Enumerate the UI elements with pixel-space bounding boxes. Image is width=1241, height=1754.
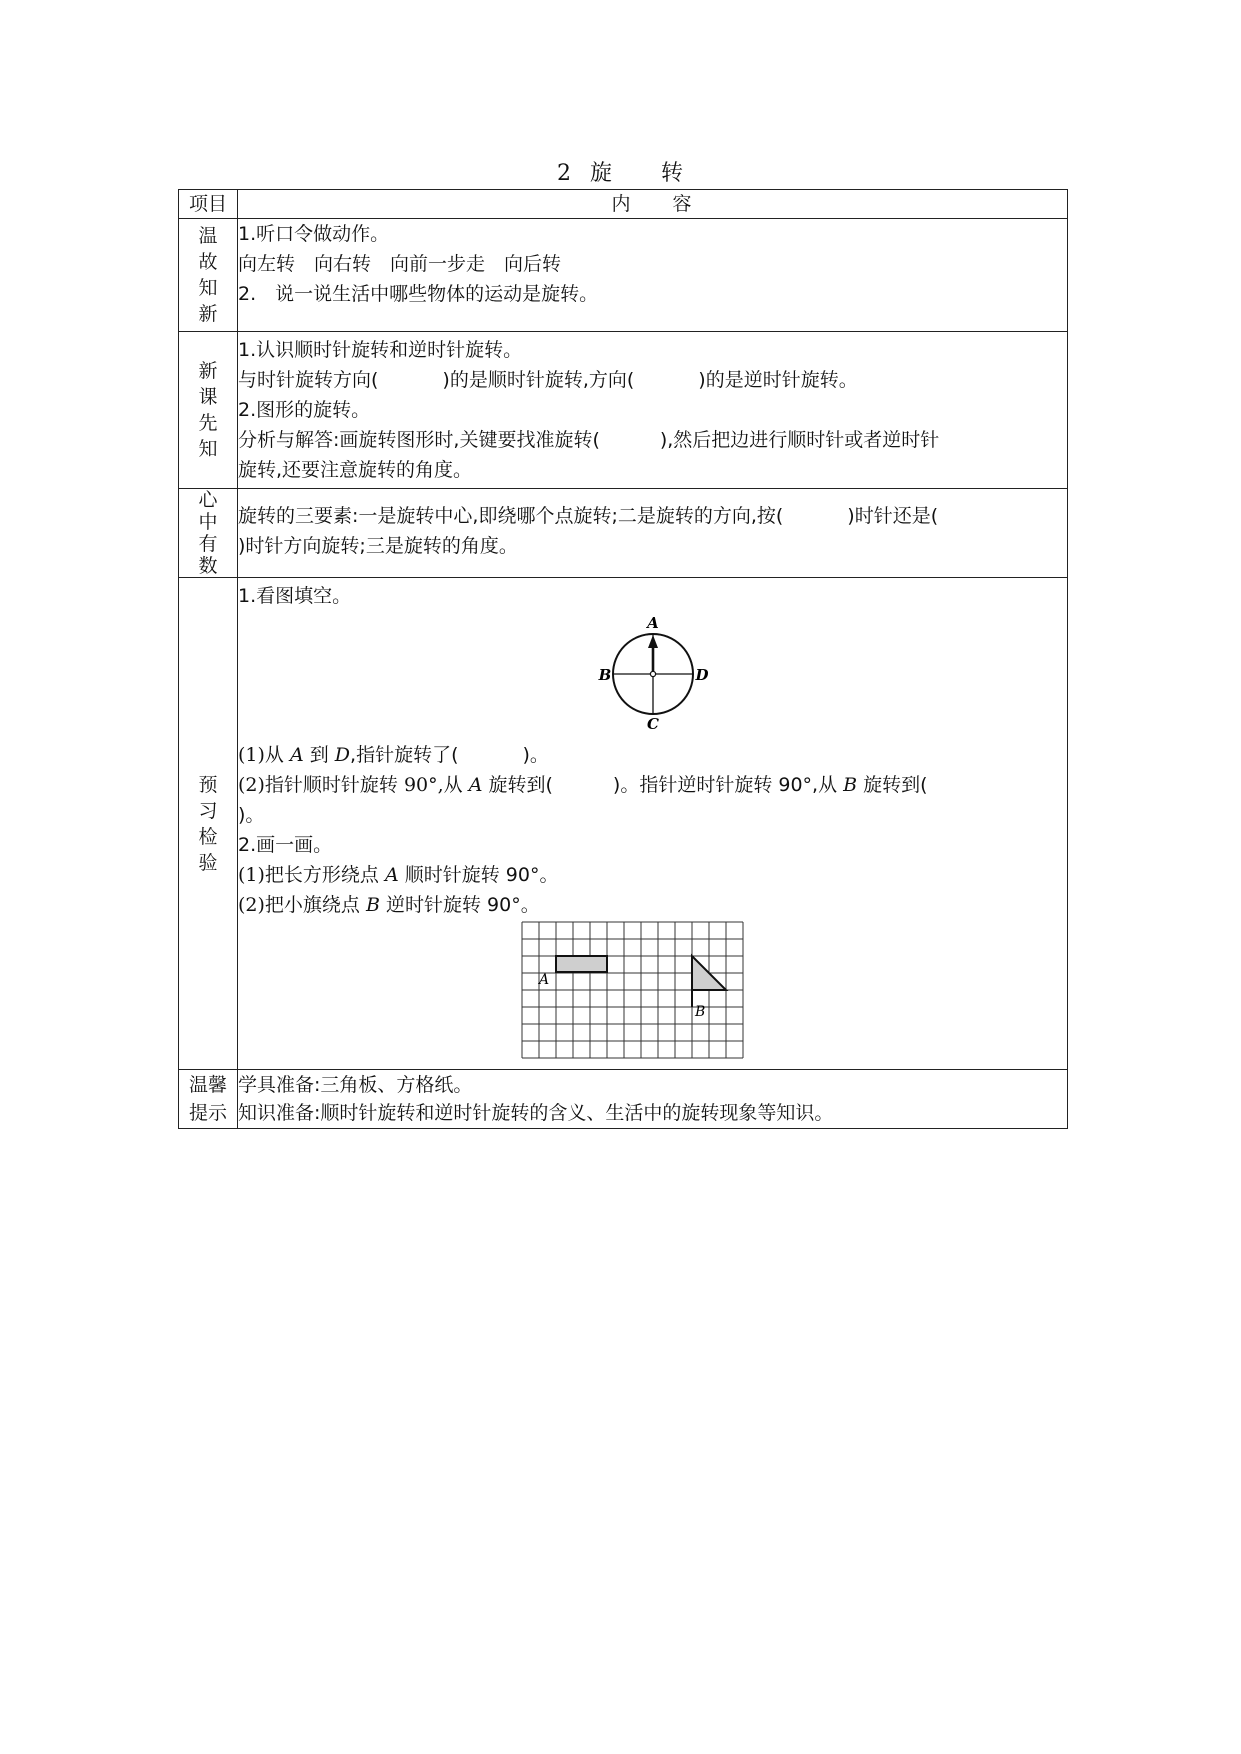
clock-hand-arrow-icon: [648, 635, 658, 648]
label-char: 新: [198, 303, 218, 325]
row-newlesson: [179, 332, 1068, 489]
content-mind: [238, 489, 1068, 578]
text: 逆时针旋转 90°。: [379, 894, 540, 916]
text: (2)指针顺时针旋转 90°,从: [238, 774, 469, 796]
text: )。: [522, 744, 549, 766]
preview-sub-2: [238, 770, 1067, 800]
lesson-table: [178, 189, 1068, 1129]
label-char: 检: [198, 825, 218, 848]
newlesson-line-3: 2.图形的旋转。: [238, 399, 371, 421]
review-line-1: 1.听口令做动作。: [238, 223, 390, 245]
label-char: 故: [198, 251, 218, 273]
label-char: 习: [198, 799, 218, 822]
mind-line-1: [238, 501, 1067, 531]
text: 与时针旋转方向(: [238, 369, 379, 391]
row-mind: [179, 489, 1068, 578]
label-char: 新: [198, 360, 218, 382]
label-tips: [179, 1070, 238, 1129]
point-label: A: [289, 744, 304, 766]
label-char: 验: [198, 851, 218, 874]
clock-center: [650, 671, 655, 676]
review-line-2: 向左转 向右转 向前一步走 向后转: [238, 253, 562, 275]
label-char: 课: [198, 386, 218, 408]
preview-draw-1: [238, 860, 1067, 890]
point-label: A: [384, 864, 399, 886]
table-header-row: [179, 190, 1068, 219]
text: (1)把长方形绕点: [238, 864, 385, 886]
newlesson-line-5: 旋转,还要注意旋转的角度。: [238, 459, 473, 481]
preview-sub-2-cont: )。: [238, 804, 265, 826]
clock-label-c: C: [646, 715, 659, 731]
tips-line-1: 学具准备:三角板、方格纸。: [238, 1074, 473, 1096]
clock-label-d: D: [694, 666, 709, 684]
rectangle-shape: [556, 956, 607, 972]
newlesson-line-2: [238, 365, 1067, 395]
clock-label-b: B: [598, 666, 611, 684]
content-tips: [238, 1070, 1068, 1129]
text: 旋转到(: [482, 774, 553, 796]
label-char: 温: [198, 225, 218, 247]
point-label: B: [843, 774, 858, 796]
title-char-2: 转: [661, 161, 685, 186]
grid-figure-wrap: [198, 920, 1067, 1069]
clock-figure: [583, 611, 723, 731]
point-label: D: [334, 744, 351, 766]
text: 旋转到(: [857, 774, 928, 796]
text: )的是顺时针旋转,方向(: [442, 369, 635, 391]
title-char-1: 旋: [589, 161, 613, 186]
preview-draw-2: [238, 890, 1067, 920]
row-tips: [179, 1070, 1068, 1129]
text: (1)从: [238, 744, 290, 766]
label-char: 知: [198, 438, 218, 460]
row-review: [179, 219, 1068, 332]
grid-point-a: A: [538, 972, 549, 988]
label-char: 知: [198, 277, 218, 299]
row-preview: [179, 578, 1068, 1070]
text: (2)把小旗绕点: [238, 894, 366, 916]
newlesson-line-1: 1.认识顺时针旋转和逆时针旋转。: [238, 339, 523, 361]
label-char: 先: [198, 412, 218, 434]
content-preview: [238, 578, 1068, 1070]
label-review: [179, 219, 238, 332]
label-line: 提示: [188, 1102, 227, 1124]
text: 分析与解答:画旋转图形时,关键要找准旋转(: [238, 429, 600, 451]
text: )时针还是(: [847, 505, 939, 527]
grid-point-b: B: [694, 1004, 705, 1020]
text: )。指针逆时针旋转 90°,从: [612, 774, 844, 796]
header-content: [238, 190, 1068, 219]
grid-figure: [520, 920, 746, 1060]
text: ,指针旋转了(: [350, 744, 459, 766]
newlesson-line-4: [238, 425, 1067, 455]
point-label: B: [365, 894, 380, 916]
preview-sub-1: [238, 740, 1067, 770]
preview-q1: 1.看图填空。: [238, 585, 352, 607]
label-char: 心: [198, 489, 218, 511]
point-label: A: [468, 774, 483, 796]
label-newlesson: [179, 332, 238, 489]
label-char: 有: [198, 533, 218, 555]
clock-figure-wrap: [238, 611, 1067, 740]
text: 到: [303, 744, 335, 766]
tips-line-2: 知识准备:顺时针旋转和逆时针旋转的含义、生活中的旋转现象等知识。: [238, 1102, 834, 1124]
text: 旋转的三要素:一是旋转中心,即绕哪个点旋转;二是旋转的方向,按(: [238, 505, 784, 527]
label-char: 数: [198, 555, 218, 577]
label-char: 中: [198, 511, 218, 533]
label-line: 温馨: [188, 1074, 227, 1096]
content-newlesson: [238, 332, 1068, 489]
mind-line-2: )时针方向旋转;三是旋转的角度。: [238, 535, 518, 557]
header-content-b: 容: [672, 193, 694, 215]
preview-q2: 2.画一画。: [238, 834, 333, 856]
page-title: [0, 156, 1241, 187]
label-char: 预: [198, 773, 218, 796]
clock-label-a: A: [646, 614, 659, 632]
text: 顺时针旋转 90°。: [398, 864, 559, 886]
review-line-3: 2. 说一说生活中哪些物体的运动是旋转。: [238, 283, 599, 305]
content-review: [238, 219, 1068, 332]
header-item: 项目: [179, 190, 238, 219]
text: ),然后把边进行顺时针或者逆时针: [659, 429, 940, 451]
label-mind: [179, 489, 238, 578]
header-content-a: 内: [611, 193, 633, 215]
text: )的是逆时针旋转。: [698, 369, 858, 391]
title-number: 2: [556, 161, 572, 186]
